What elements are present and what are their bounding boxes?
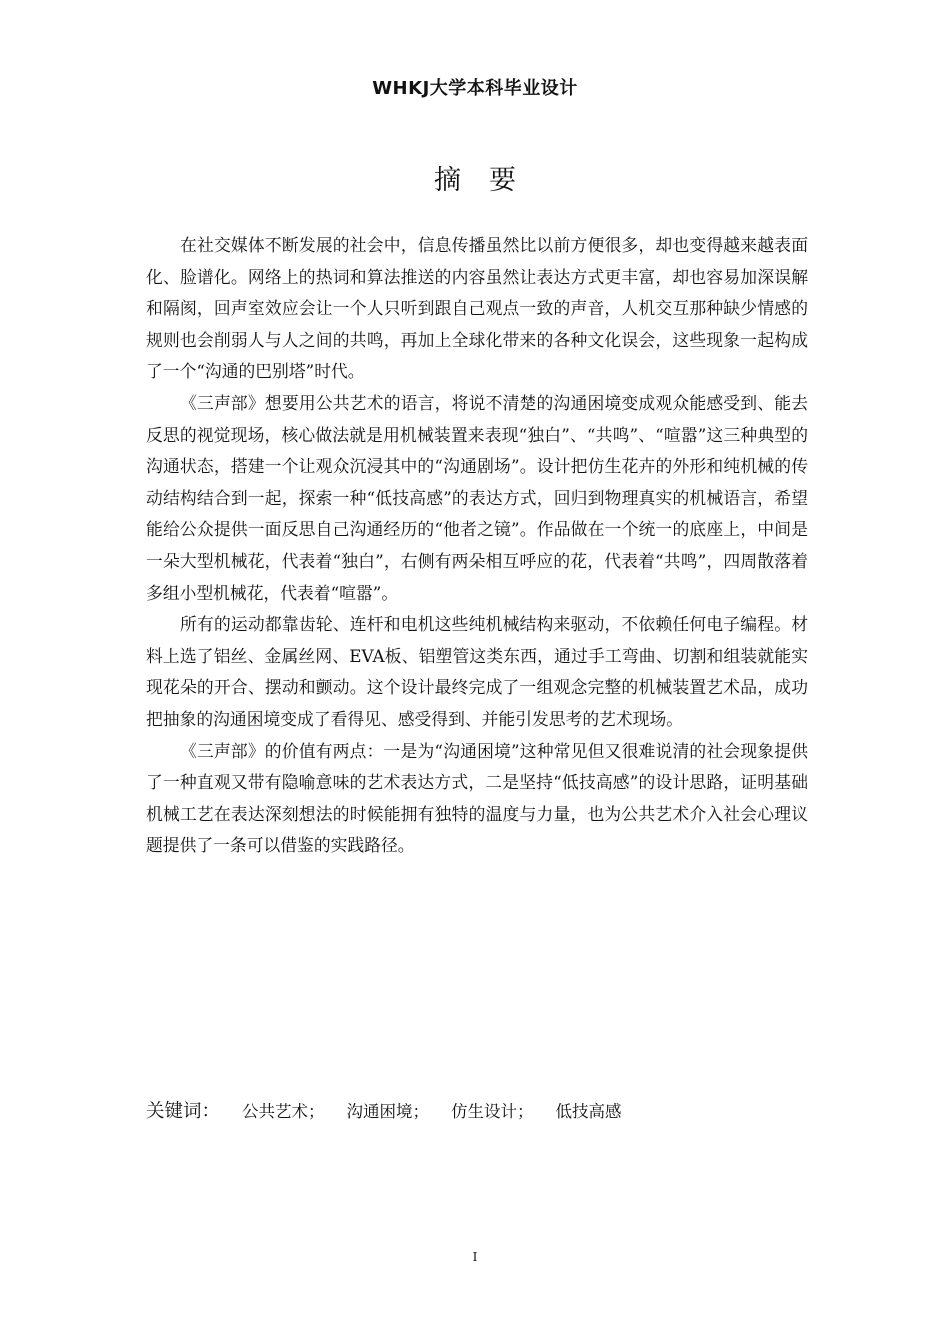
abstract-paragraph-1: 在社交媒体不断发展的社会中，信息传播虽然比以前方便很多，却也变得越来越表面化、脸谱化。网络上的热词和算法推送的内容虽然让表达方式更丰富，却也容易加深误解和隔阂，回声室效应会让一个人只听到跟自己观点一致的声音，人机交互那种缺少情感的规则也会削弱人与人之间的共鸣，再加上全球化带来的各种文化误会，这些现象一起构成了一个“沟通的巴别塔”时代。	[146, 235, 808, 382]
abstract-title: 摘要	[434, 165, 544, 196]
page-number: I	[472, 1250, 478, 1264]
keywords-label: 关键词：	[146, 1101, 221, 1122]
keyword-item: 仿生设计；	[451, 1102, 534, 1121]
abstract-paragraph-4: 《三声部》的价值有两点：一是为“沟通困境”这种常见但又很难说清的社会现象提供了一种直观又带有隐喻意味的艺术表达方式，二是坚持“低技高感”的设计思路，证明基础机械工艺在表达深刻想法的时候能拥有独特的温度与力量，也为公共艺术介入社会心理议题提供了一条可以借鉴的实践路径。	[146, 740, 808, 856]
abstract-body	[146, 230, 808, 862]
keyword-item: 沟通困境；	[346, 1102, 430, 1121]
keyword-item: 公共艺术；	[242, 1102, 325, 1121]
abstract-paragraph-2: 《三声部》想要用公共艺术的语言，将说不清楚的沟通困境变成观众能感受到、能去反思的视觉现场，核心做法就是用机械装置来表现“独白”、“共鸣”、“喧嚣”这三种典型的沟通状态，搭建一个让观众沉浸其中的“沟通剧场”。设计把仿生花卉的外形和纯机械的传动结构结合到一起，探索一种“低技高感”的表达方式，回归到物理真实的机械语言，希望能给公众提供一面反思自己沟通经历的“他者之镜”。作品做在一个统一的底座上，中间是一朵大型机械花，代表着“独白”，右侧有两朵相互呼应的花，代表着“共鸣”，四周散落着多组小型机械花，代表着“喧嚣”。	[146, 392, 808, 603]
abstract-paragraph-3: 所有的运动都靠齿轮、连杆和电机这些纯机械结构来驱动，不依赖任何电子编程。材料上选了铝丝、金属丝网、EVA板、铝塑管这类东西，通过手工弯曲、切割和组装就能实现花朵的开合、摆动和颤动。这个设计最终完成了一组观念完整的机械装置艺术品，成功把抽象的沟通困境变成了看得见、感受得到、并能引发思考的艺术现场。	[146, 614, 808, 729]
running-header: WHKJ大学本科毕业设计	[372, 78, 578, 99]
keywords-line	[146, 1100, 808, 1124]
keywords-list	[242, 1100, 622, 1124]
keyword-item: 低技高感	[555, 1102, 622, 1121]
